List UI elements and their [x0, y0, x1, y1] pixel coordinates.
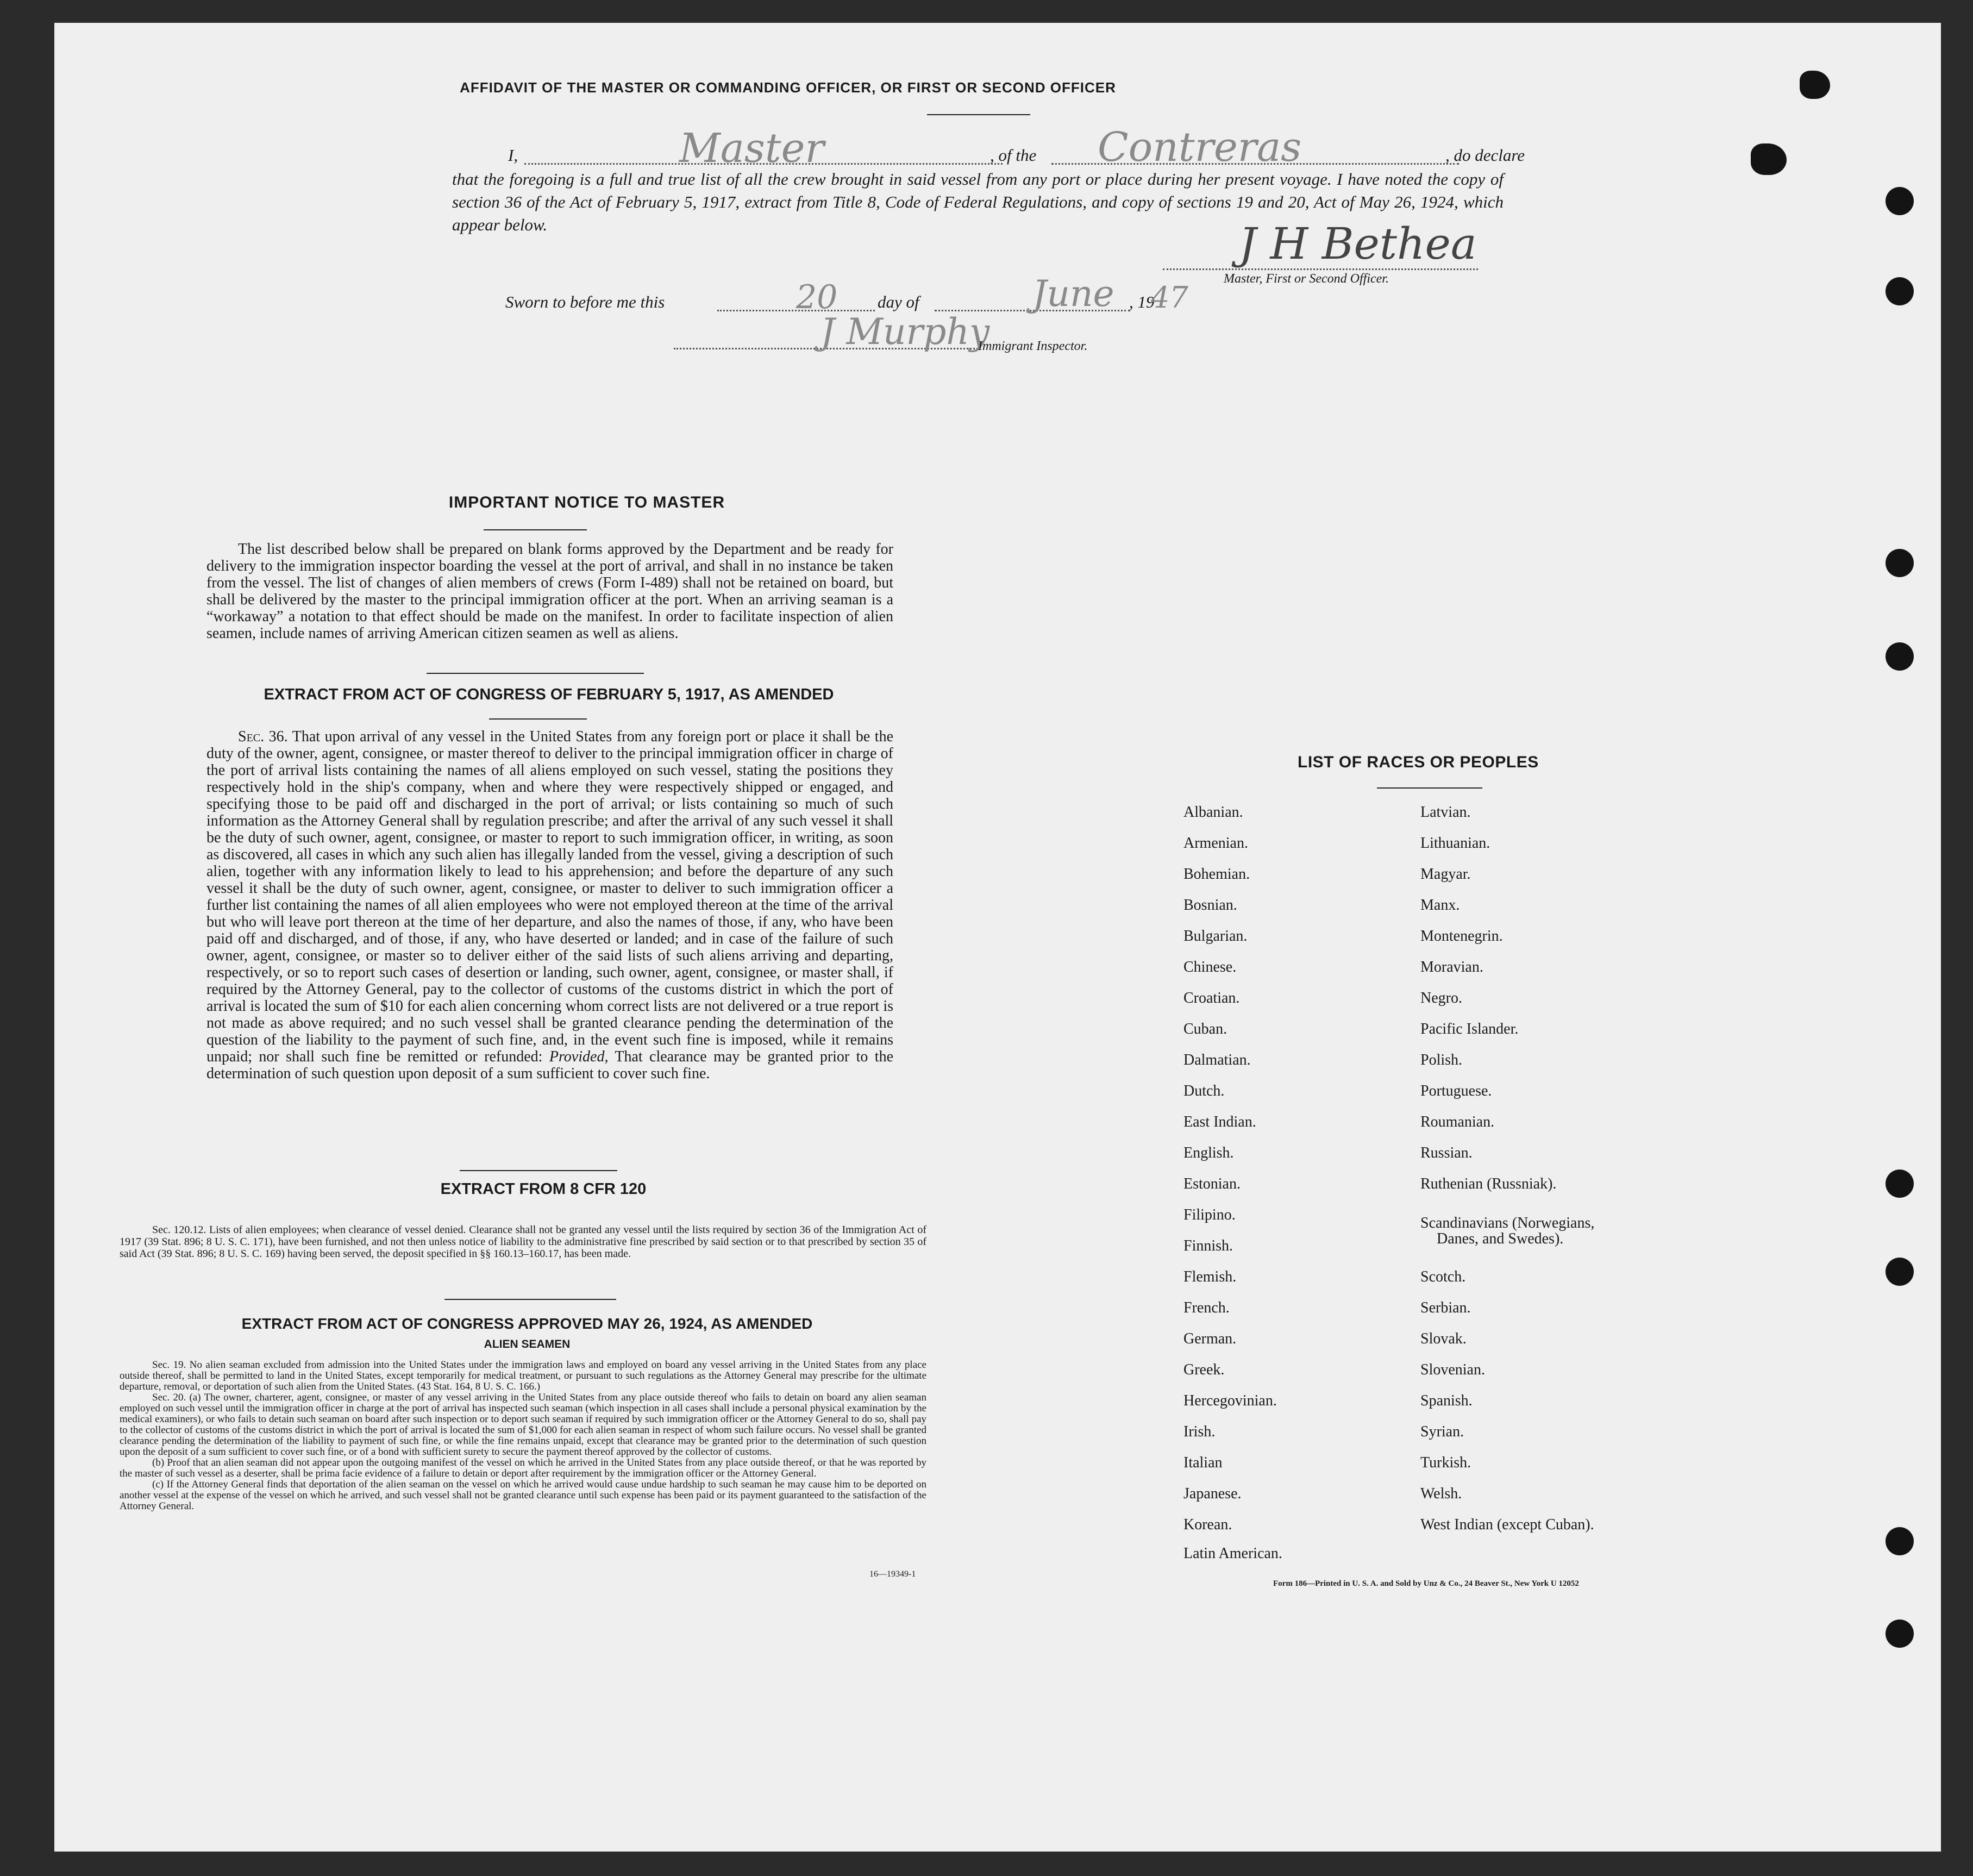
binder-hole: [1886, 642, 1914, 671]
binder-hole: [1886, 549, 1914, 577]
race-item: Moravian.: [1420, 959, 1483, 975]
extract-1924-heading: EXTRACT FROM ACT OF CONGRESS APPROVED MAY 26, 1924, AS AMENDED: [241, 1315, 813, 1332]
race-item: Bulgarian.: [1183, 928, 1248, 945]
race-item: English.: [1183, 1145, 1234, 1161]
ink-blot: [1751, 143, 1787, 175]
section-label: Sec. 36.: [238, 728, 288, 745]
race-item: West Indian (except Cuban).: [1420, 1516, 1594, 1533]
sec19-text: Sec. 19. No alien seaman excluded from admission into the United States under the immigration laws and employed on board any vessel arriving in the United States from any place outside thereof, shall be permitted to land in the United States, except temporarily for medical treatment, or pursuant to such regulations as the Attorney General may prescribe for the ultimate departure, removal, or deportation of such alien from the United States. (43 Stat. 164, 8 U. S. C. 166.): [120, 1359, 926, 1392]
race-item: Welsh.: [1420, 1485, 1462, 1502]
race-item: Manx.: [1420, 897, 1460, 914]
ink-blot: [1800, 71, 1830, 99]
race-item: Armenian.: [1183, 835, 1248, 852]
race-item: Dutch.: [1183, 1083, 1225, 1099]
race-item: Scandinavians (Norwegians,: [1420, 1215, 1595, 1231]
divider: [927, 114, 1030, 115]
race-item: Hercegovinian.: [1183, 1392, 1277, 1409]
divider: [489, 718, 587, 720]
race-item: Bohemian.: [1183, 866, 1250, 883]
race-item: Irish.: [1183, 1423, 1216, 1440]
sec20b-text: (b) Proof that an alien seaman did not appear upon the outgoing manifest of the vessel on which he arrived in the United States from any place outside thereof, or that he was reported by the master of such vessel as a deserter, shall be prima facie evidence of a failure to detain or deport after requirement by the immigration officer or the Attorney General.: [120, 1457, 926, 1479]
race-item: Roumanian.: [1420, 1114, 1495, 1130]
binder-hole: [1886, 1170, 1914, 1198]
race-item: Croatian.: [1183, 990, 1240, 1006]
binder-hole: [1886, 1527, 1914, 1555]
section-text-a: That upon arrival of any vessel in the United States from any foreign port or place it shall be the duty of the owner, agent, consignee, or master thereof to deliver to the principal immigration officer in charge of the port of arrival lists containing the names of all aliens employed on such vessel, stating the positions they respectively hold in the ship's company, when and where they were respectively shipped or engaged, and specifying those to be paid off and discharged in the port of arrival; or lists containing so much of such information as the Attorney General shall by regulation prescribe; and after the arrival of any such vessel it shall be the duty of such owner, agent, consignee, or master to report to such immigration officer, in writing, as soon as discovered, all cases in which any such alien has illegally landed from the vessel, giving a description of such alien, together with any information likely to lead to his apprehension; and before the departure of any such vessel it shall be the duty of such owner, agent, consignee, or master to deliver to such immigration officer a further list containing the names of all alien employees who were not employed thereon at the time of the arrival but who will leave port thereon at the time of her departure, and also the names of those, if any, who have been paid off and discharged, and of those, if any, who have deserted or landed; and in case of the failure of such owner, agent, consignee, or master so to deliver either of the said lists of such aliens arriving and departing, respectively, or so to report such cases of desertion or landing, such owner, agent, consignee, or master shall, if required by the Attorney General, pay to the collector of customs of the customs district in which the port of arrival is located the sum of $10 for each alien concerning whom correct lists are not delivered or a true report is not made as above required; and no such vessel shall be granted clearance pending the determination of the question of the liability to the payment of such fine, and, in the event such fine is imposed, while it remains unpaid; nor shall such fine be remitted or refunded:: [206, 728, 894, 1065]
vessel-handwriting: Contreras: [1098, 124, 1302, 171]
race-item: Latin American.: [1183, 1545, 1282, 1562]
race-item: Negro.: [1420, 990, 1462, 1006]
master-signature: J H Bethea: [1239, 218, 1477, 269]
race-item: Italian: [1183, 1454, 1223, 1471]
sworn-label: Sworn to before me this: [505, 292, 665, 311]
day-handwriting: 20: [796, 278, 838, 316]
month-handwriting: June: [1032, 273, 1114, 315]
race-item: Danes, and Swedes).: [1437, 1230, 1564, 1247]
race-item: Estonian.: [1183, 1175, 1241, 1192]
race-item: Magyar.: [1420, 866, 1471, 883]
race-item: Dalmatian.: [1183, 1052, 1251, 1068]
sec20a-text: Sec. 20. (a) The owner, charterer, agent, consignee, or master of any vessel arriving in the United States from any place outside thereof who fails to detain on board any alien seaman employed on such vessel until the immigration officer in charge at the port of arrival has inspected such seaman (which inspection in all cases shall include a personal physical examination by the medical examiners), or who fails to detain such seaman on board after such inspection or to deport such seaman if required by such immigration officer or the Attorney General to do so, shall pay to the collector of customs of the customs district in which the port of arrival is located the sum of $1,000 for each alien seaman in respect of whom such failure occurs. No vessel shall be granted clearance pending the determination of the liability to payment of such fine, or while the fine remains unpaid, except that clearance may be granted prior to the determination of such question upon the deposit of a sum sufficient to cover such fine, or of a bond with sufficient surety to secure the payment thereof approved by the collector of customs.: [120, 1392, 926, 1458]
binder-hole: [1886, 187, 1914, 215]
race-item: French.: [1183, 1299, 1230, 1316]
extract-1917-text: [206, 728, 893, 1082]
race-item: East Indian.: [1183, 1114, 1256, 1130]
race-item: Spanish.: [1420, 1392, 1473, 1409]
extract-1917-heading: EXTRACT FROM ACT OF CONGRESS OF FEBRUARY 5, 1917, AS AMENDED: [264, 686, 834, 703]
binder-hole: [1886, 1258, 1914, 1286]
provided-label: Provided,: [549, 1048, 609, 1065]
divider: [460, 1170, 617, 1171]
race-item: Serbian.: [1420, 1299, 1471, 1316]
printer-line: Form 186—Printed in U. S. A. and Sold by Unz & Co., 24 Beaver St., New York U 12052: [1273, 1579, 1579, 1588]
race-item: Chinese.: [1183, 959, 1237, 975]
race-item: Pacific Islander.: [1420, 1021, 1519, 1037]
extract-cfr-text: Sec. 120.12. Lists of alien employees; when clearance of vessel denied. Clearance shall not be granted any vessel until the lists required by section 36 of the Immigration Act of 1917 (39 Stat. 896; 8 U. S. C. 171), have been furnished, and not then unless notice of liability to the administrative fine prescribed by said section or to that prescribed by section 35 of said Act (39 Stat. 896; 8 U. S. C. 169) having been served, the deposit specified in §§ 160.13–160.17, has been made.: [120, 1224, 926, 1260]
race-item: Latvian.: [1420, 804, 1471, 821]
signature-caption: Master, First or Second Officer.: [1224, 272, 1389, 286]
name-handwriting: Master: [679, 125, 824, 172]
race-item: Russian.: [1420, 1145, 1473, 1161]
race-item: Portuguese.: [1420, 1083, 1492, 1099]
inspector-signature: J Murphy: [820, 311, 990, 353]
of-the-label: , of the: [990, 146, 1037, 165]
race-item: Slovak.: [1420, 1330, 1467, 1347]
form-sheet: [54, 23, 1941, 1852]
binder-hole: [1886, 1619, 1914, 1648]
race-item: Syrian.: [1420, 1423, 1464, 1440]
race-item: Flemish.: [1183, 1268, 1237, 1285]
extract-1924-text: [120, 1360, 926, 1512]
sec20c-text: (c) If the Attorney General finds that deportation of the alien seaman on the vessel on which he arrived would cause undue hardship to such seaman he may cause him to be deported on another vessel at the expense of the vessel on which he arrived, and such vessel shall not be granted clearance until such expense has been paid or its payment guaranteed to the satisfaction of the Attorney General.: [120, 1479, 926, 1512]
year-prefix: , 19: [1129, 292, 1155, 311]
race-item: Cuban.: [1183, 1021, 1227, 1037]
extract-cfr-heading: EXTRACT FROM 8 CFR 120: [440, 1180, 647, 1198]
race-item: Albanian.: [1183, 804, 1243, 821]
race-item: Bosnian.: [1183, 897, 1237, 914]
do-declare-label: , do declare: [1445, 146, 1525, 165]
race-item: Japanese.: [1183, 1485, 1242, 1502]
notice-heading: IMPORTANT NOTICE TO MASTER: [448, 493, 725, 511]
race-item: Montenegrin.: [1420, 928, 1503, 945]
divider: [444, 1299, 616, 1300]
race-item: Polish.: [1420, 1052, 1463, 1068]
race-item: Greek.: [1183, 1361, 1225, 1378]
races-heading: LIST OF RACES OR PEOPLES: [1298, 753, 1539, 771]
divider: [1377, 787, 1482, 789]
race-item: Finnish.: [1183, 1237, 1233, 1254]
divider: [484, 529, 587, 530]
race-item: Scotch.: [1420, 1268, 1466, 1285]
extract-1924-subheading: ALIEN SEAMEN: [484, 1338, 571, 1350]
notice-text: The list described below shall be prepared on blank forms approved by the Department and be ready for delivery to the immigration inspector boarding the vessel at the port of arrival, and shall in no instance be taken from the vessel. The list of changes of alien members of crews (Form I-489) shall not be retained on board, but shall be delivered by the master to the principal immigration officer at the port. When an arriving seaman is a “workaway” a notation to that effect should be made on the manifest. In order to facilitate inspection of alien seamen, include names of arriving American citizen seamen as well as aliens.: [206, 541, 893, 642]
year-handwriting: 47: [1151, 280, 1188, 315]
race-item: German.: [1183, 1330, 1237, 1347]
affidavit-title: AFFIDAVIT OF THE MASTER OR COMMANDING OFFICER, OR FIRST OR SECOND OFFICER: [460, 79, 1116, 96]
race-item: Lithuanian.: [1420, 835, 1490, 852]
form-number: 16—19349-1: [869, 1569, 916, 1579]
race-item: Slovenian.: [1420, 1361, 1485, 1378]
i-label: I,: [508, 146, 518, 165]
declaration-text: that the foregoing is a full and true list of all the crew brought in said vessel from any port or place during her present voyage. I have noted the copy of section 36 of the Act of February 5, 1917, extract from Title 8, Code of Federal Regulations, and copy of sections 19 and 20, Act of May 26, 1924, which appear below.: [452, 170, 1504, 234]
section-text-b: That clearance may be granted prior to the determination of such question upon deposit of a sum sufficient to cover such fine.: [206, 1048, 894, 1082]
race-item: Turkish.: [1420, 1454, 1471, 1471]
binder-hole: [1886, 277, 1914, 305]
day-of-label: day of: [878, 292, 919, 311]
race-item: Korean.: [1183, 1516, 1232, 1533]
divider: [427, 673, 644, 674]
race-item: Ruthenian (Russniak).: [1420, 1175, 1557, 1192]
inspector-caption: Immigrant Inspector.: [978, 339, 1088, 353]
race-item: Filipino.: [1183, 1206, 1236, 1223]
